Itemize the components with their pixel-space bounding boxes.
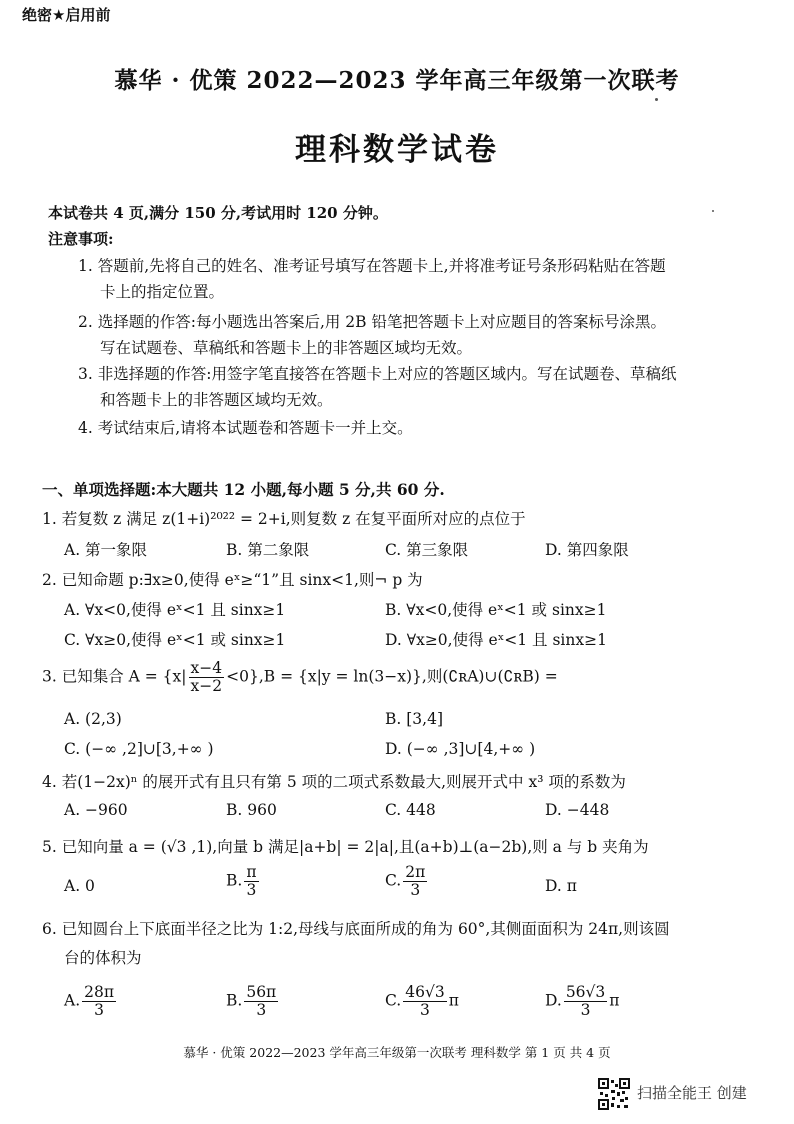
subject-title: 理科数学试卷 bbox=[295, 132, 499, 168]
q6-option-a-num: 28π bbox=[84, 983, 115, 1001]
q6-option-c-num: 46√3 bbox=[405, 983, 445, 1001]
q4-option-c: C. 448 bbox=[385, 801, 436, 819]
scan-speck bbox=[712, 210, 714, 212]
question-6-stem-line2: 台的体积为 bbox=[64, 949, 142, 967]
q6-option-b-den: 3 bbox=[256, 1001, 267, 1019]
notice-item: 4. 考试结束后,请将本试题卷和答题卡一并上交。 bbox=[78, 419, 413, 437]
q5-option-b-den: 3 bbox=[246, 881, 257, 899]
q4-option-a: A. −960 bbox=[64, 801, 128, 819]
q4-option-b: B. 960 bbox=[226, 801, 277, 819]
notice-item: 1. 答题前,先将自己的姓名、准考证号填写在答题卡上,并将准考证号条形码粘贴在答题 bbox=[78, 257, 666, 275]
q2-option-c: C. ∀x≥0,使得 eˣ<1 或 sinx≥1 bbox=[64, 631, 286, 649]
q6-option-d-label: D. bbox=[545, 991, 562, 1010]
q6-option-c-fraction bbox=[403, 984, 446, 1019]
qr-code-icon bbox=[598, 1078, 630, 1110]
q6-option-c-suffix: π bbox=[448, 991, 459, 1010]
question-2-stem: 2. 已知命题 p:∃x≥0,使得 eˣ≥“1”且 sinx<1,则¬ p 为 bbox=[42, 571, 423, 589]
q2-option-b: B. ∀x<0,使得 eˣ<1 或 sinx≥1 bbox=[385, 601, 607, 619]
q2-option-a: A. ∀x<0,使得 eˣ<1 且 sinx≥1 bbox=[64, 601, 286, 619]
q4-option-d: D. −448 bbox=[545, 801, 610, 819]
q6-option-a bbox=[64, 984, 118, 1019]
q6-option-d-suffix: π bbox=[609, 991, 620, 1010]
q1-option-b: B. 第二象限 bbox=[226, 541, 310, 559]
notice-item: 卡上的指定位置。 bbox=[100, 283, 225, 301]
section-heading: 一、单项选择题:本大题共 12 小题,每小题 5 分,共 60 分. bbox=[42, 480, 445, 499]
q6-option-c bbox=[385, 984, 459, 1019]
q6-option-a-den: 3 bbox=[94, 1001, 105, 1019]
exam-title: 慕华 · 优策 2022—2023 学年高三年级第一次联考 bbox=[114, 67, 680, 94]
page-footer: 慕华 · 优策 2022—2023 学年高三年级第一次联考 理科数学 第 1 页 共 4 页 bbox=[183, 1045, 611, 1060]
q5-option-b-fraction bbox=[244, 864, 258, 899]
question-1-stem: 1. 若复数 z 满足 z(1+i)²⁰²² = 2+i,则复数 z 在复平面所对应的点位于 bbox=[42, 510, 526, 528]
q3-fraction-num: x−4 bbox=[190, 659, 223, 677]
q5-option-b-num: π bbox=[246, 863, 257, 881]
notice-item: 2. 选择题的作答:每小题选出答案后,用 2B 铅笔把答题卡上对应题目的答案标号涂黑。 bbox=[78, 313, 666, 331]
q1-option-c: C. 第三象限 bbox=[385, 541, 469, 559]
q2-option-d: D. ∀x≥0,使得 eˣ<1 且 sinx≥1 bbox=[385, 631, 607, 649]
question-6-stem-line1: 6. 已知圆台上下底面半径之比为 1:2,母线与底面所成的角为 60°,其侧面面积为 24π,则该圆 bbox=[42, 920, 670, 938]
scanner-badge: 扫描全能王 创建 bbox=[637, 1084, 747, 1102]
notice-title: 注意事项: bbox=[48, 230, 114, 248]
q3-option-d: D. (−∞ ,3]∪[4,+∞ ) bbox=[385, 740, 536, 758]
q6-option-c-label: C. bbox=[385, 991, 402, 1010]
question-5-stem: 5. 已知向量 a = (√3 ,1),向量 b 满足|a+b| = 2|a|,且(a+b)⊥(a−2b),则 a 与 b 夹角为 bbox=[42, 838, 649, 856]
q3-option-a: A. (2,3) bbox=[64, 710, 122, 728]
q6-option-b-fraction bbox=[244, 984, 278, 1019]
q1-option-a: A. 第一象限 bbox=[64, 541, 148, 559]
q3-fraction-den: x−2 bbox=[190, 677, 223, 695]
q5-option-c-num: 2π bbox=[405, 863, 426, 881]
notice-item: 3. 非选择题的作答:用签字笔直接答在答题卡上对应的答题区域内。写在试题卷、草稿纸 bbox=[78, 365, 677, 383]
notice-item: 和答题卡上的非答题区域均无效。 bbox=[100, 391, 333, 409]
question-4-stem: 4. 若(1−2x)ⁿ 的展开式有且只有第 5 项的二项式系数最大,则展开式中 x³ 项的系数为 bbox=[42, 773, 626, 791]
q6-option-a-label: A. bbox=[64, 991, 81, 1010]
q6-option-d-num: 56√3 bbox=[565, 983, 606, 1001]
q6-option-a-fraction bbox=[82, 984, 116, 1019]
question-3-stem bbox=[42, 660, 558, 695]
q5-option-d: D. π bbox=[545, 877, 577, 895]
confidential-label: 绝密★启用前 bbox=[22, 6, 111, 24]
q5-option-c-fraction bbox=[403, 864, 427, 899]
q6-option-b bbox=[226, 984, 280, 1019]
q3-fraction bbox=[189, 660, 225, 695]
q6-option-c-den: 3 bbox=[420, 1001, 430, 1019]
q1-option-d: D. 第四象限 bbox=[545, 541, 629, 559]
q6-option-d-fraction bbox=[564, 984, 607, 1019]
exam-intro: 本试卷共 4 页,满分 150 分,考试用时 120 分钟。 bbox=[48, 204, 388, 222]
q6-option-b-label: B. bbox=[226, 991, 243, 1010]
q5-option-b bbox=[226, 864, 261, 899]
q3-stem-post: <0},B = {x|y = ln(3−x)},则(∁ʀA)∪(∁ʀB) = bbox=[226, 667, 558, 686]
q5-option-c-label: C. bbox=[385, 871, 402, 890]
q6-option-d-den: 3 bbox=[580, 1001, 591, 1019]
q5-option-c-den: 3 bbox=[410, 881, 421, 899]
q5-option-a: A. 0 bbox=[64, 877, 95, 895]
q5-option-b-label: B. bbox=[226, 871, 243, 890]
notice-item: 写在试题卷、草稿纸和答题卡上的非答题区域均无效。 bbox=[100, 339, 473, 357]
q3-option-b: B. [3,4] bbox=[385, 710, 443, 728]
q6-option-b-num: 56π bbox=[246, 983, 277, 1001]
scan-speck bbox=[655, 98, 658, 101]
q6-option-d bbox=[545, 984, 619, 1019]
q5-option-c bbox=[385, 864, 429, 899]
q3-stem-pre: 3. 已知集合 A = {x| bbox=[42, 667, 187, 686]
q3-option-c: C. (−∞ ,2]∪[3,+∞ ) bbox=[64, 740, 214, 758]
